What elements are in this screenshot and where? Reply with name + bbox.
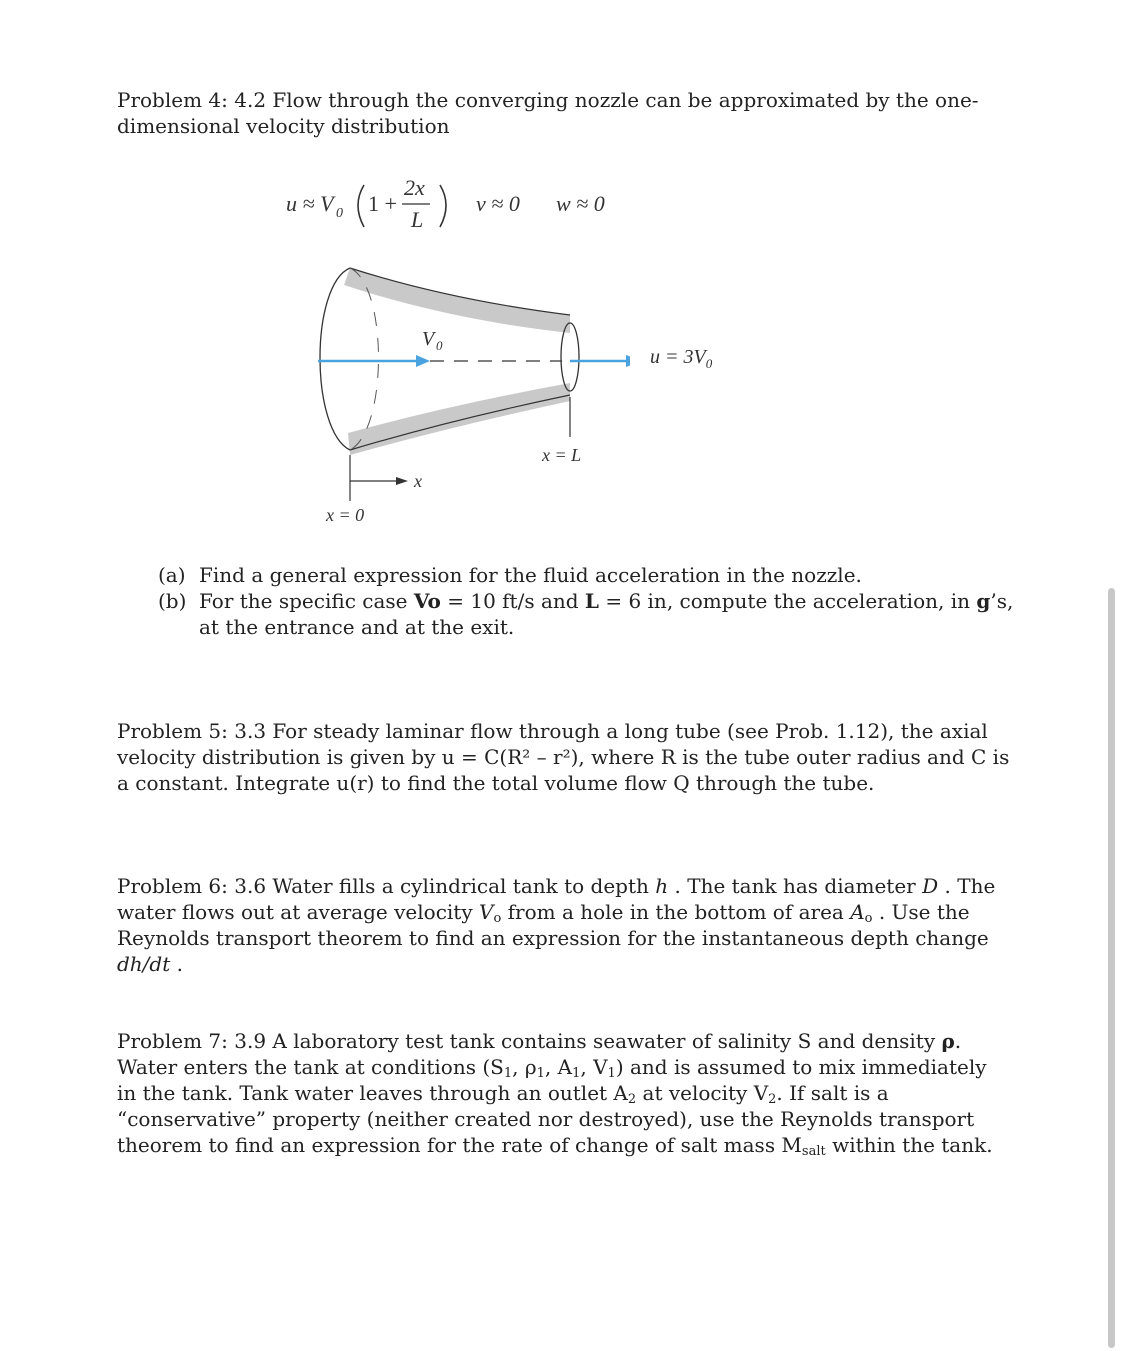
p6-V: V bbox=[479, 900, 494, 924]
eq-numerator: 2x bbox=[404, 175, 425, 200]
part-b-seg1: For the specific case bbox=[199, 589, 414, 613]
p7-s1: 1 bbox=[503, 1066, 513, 1081]
p6-seg5: . Use the Reynolds transport theorem to find an expression for the instantaneous depth change bbox=[117, 900, 989, 950]
problem4-intro bbox=[117, 87, 1017, 139]
inlet-front-arc bbox=[320, 268, 350, 450]
p6-V-sub: o bbox=[493, 911, 502, 926]
nozzle-top-wall bbox=[344, 268, 570, 333]
part-b-g: g bbox=[976, 589, 991, 613]
p6-D: D bbox=[922, 874, 939, 898]
problem4-intro-line1: Problem 4: 4.2 Flow through the converging nozzle can be approximated by the one- bbox=[117, 88, 979, 112]
p7-rho: ρ bbox=[941, 1029, 955, 1053]
p6-dhdt: dh/dt bbox=[117, 952, 171, 976]
p7-v1: 1 bbox=[607, 1066, 616, 1081]
eq-u-sub: 0 bbox=[336, 206, 343, 221]
left-paren-shape bbox=[358, 185, 364, 227]
p7-a2: 2 bbox=[627, 1092, 637, 1107]
p6-seg2: . The tank has diameter bbox=[668, 874, 923, 898]
problem4-intro-line2: dimensional velocity distribution bbox=[117, 114, 450, 138]
part-b-vo: Vo bbox=[413, 589, 441, 613]
exit-ellipse bbox=[561, 323, 579, 391]
part-b-seg2: = 10 ft/s and bbox=[440, 589, 585, 613]
nozzle-figure bbox=[270, 165, 630, 535]
p7-seg7: at velocity V bbox=[636, 1081, 769, 1105]
p6-A: A bbox=[850, 900, 865, 924]
p7-seg4: , A bbox=[544, 1055, 573, 1079]
label-exit-velocity bbox=[650, 346, 712, 372]
problem4-part-a bbox=[158, 562, 1018, 588]
p7-a1: 1 bbox=[572, 1066, 581, 1081]
problem4-part-b bbox=[158, 588, 1018, 640]
label-x: x bbox=[414, 471, 422, 491]
vertical-scrollbar[interactable] bbox=[1108, 588, 1115, 1348]
eq-w: w ≈ 0 bbox=[556, 191, 605, 216]
p7-seg5: , V bbox=[580, 1055, 608, 1079]
label-exit-u: u = 3V bbox=[650, 346, 706, 368]
problem7-text bbox=[117, 1028, 1007, 1158]
part-b-label: (b) bbox=[158, 589, 187, 613]
p7-seg3: , ρ bbox=[512, 1055, 537, 1079]
p7-msalt-sub: salt bbox=[801, 1144, 826, 1159]
label-v0-sub: 0 bbox=[436, 338, 443, 353]
p6-h: h bbox=[655, 874, 669, 898]
eq-one-plus: 1 + bbox=[368, 191, 397, 216]
p7-seg9: within the tank. bbox=[825, 1133, 993, 1157]
p7-seg2: . Water enters the tank at conditions (S bbox=[117, 1029, 962, 1079]
p6-A-sub: o bbox=[864, 911, 873, 926]
label-x-equals-0: x = 0 bbox=[326, 505, 365, 525]
part-b-seg4: ’s, at the entrance and at the exit. bbox=[199, 589, 1014, 639]
problem6-text bbox=[117, 873, 1017, 977]
part-a-label: (a) bbox=[158, 563, 186, 587]
part-a-text: Find a general expression for the fluid acceleration in the nozzle. bbox=[199, 563, 862, 587]
p6-seg6: . bbox=[170, 952, 183, 976]
p6-seg3: . The water flows out at average velocity bbox=[117, 874, 996, 924]
inlet-flow-arrowhead bbox=[416, 355, 430, 367]
p7-seg8: . If salt is a “conservative” property (neither created nor destroyed), use the Reynolds transport theorem to find an expression for the rate of change of salt mass M bbox=[117, 1081, 975, 1157]
p7-seg6: ) and is assumed to mix immediately in the tank. Tank water leaves through an outlet A bbox=[117, 1055, 987, 1105]
p7-seg1: Problem 7: 3.9 A laboratory test tank contains seawater of salinity S and density bbox=[117, 1029, 942, 1053]
label-exit-sub: 0 bbox=[705, 356, 713, 371]
problem5-text: Problem 5: 3.3 For steady laminar flow through a long tube (see Prob. 1.12), the axial velocity distribution is given by u = C(R² – r²), where R is the tube outer radius and C is a constant. Integrate u(r) to find the total volume flow Q through the tube. bbox=[117, 719, 1010, 795]
eq-u: u ≈ V bbox=[286, 191, 334, 216]
part-b-text bbox=[199, 588, 1019, 640]
eq-v: v ≈ 0 bbox=[476, 191, 520, 216]
x-axis-arrowhead bbox=[396, 477, 408, 485]
velocity-equation bbox=[286, 175, 605, 232]
nozzle-bottom-wall bbox=[348, 383, 570, 455]
label-v0: V bbox=[422, 328, 435, 350]
p6-seg4: from a hole in the bottom of area bbox=[501, 900, 851, 924]
exit-flow-arrowhead bbox=[626, 355, 630, 367]
label-x-equals-L: x = L bbox=[542, 445, 582, 465]
part-b-seg3: = 6 in, compute the acceleration, in bbox=[598, 589, 977, 613]
inlet-back-arc bbox=[350, 268, 379, 450]
part-b-L: L bbox=[584, 589, 599, 613]
p7-v2: 2 bbox=[768, 1092, 777, 1107]
right-paren-shape bbox=[440, 185, 446, 227]
p7-r1: 1 bbox=[536, 1066, 545, 1081]
eq-denominator: L bbox=[411, 207, 424, 232]
p6-seg1: Problem 6: 3.6 Water fills a cylindrical tank to depth bbox=[117, 874, 656, 898]
